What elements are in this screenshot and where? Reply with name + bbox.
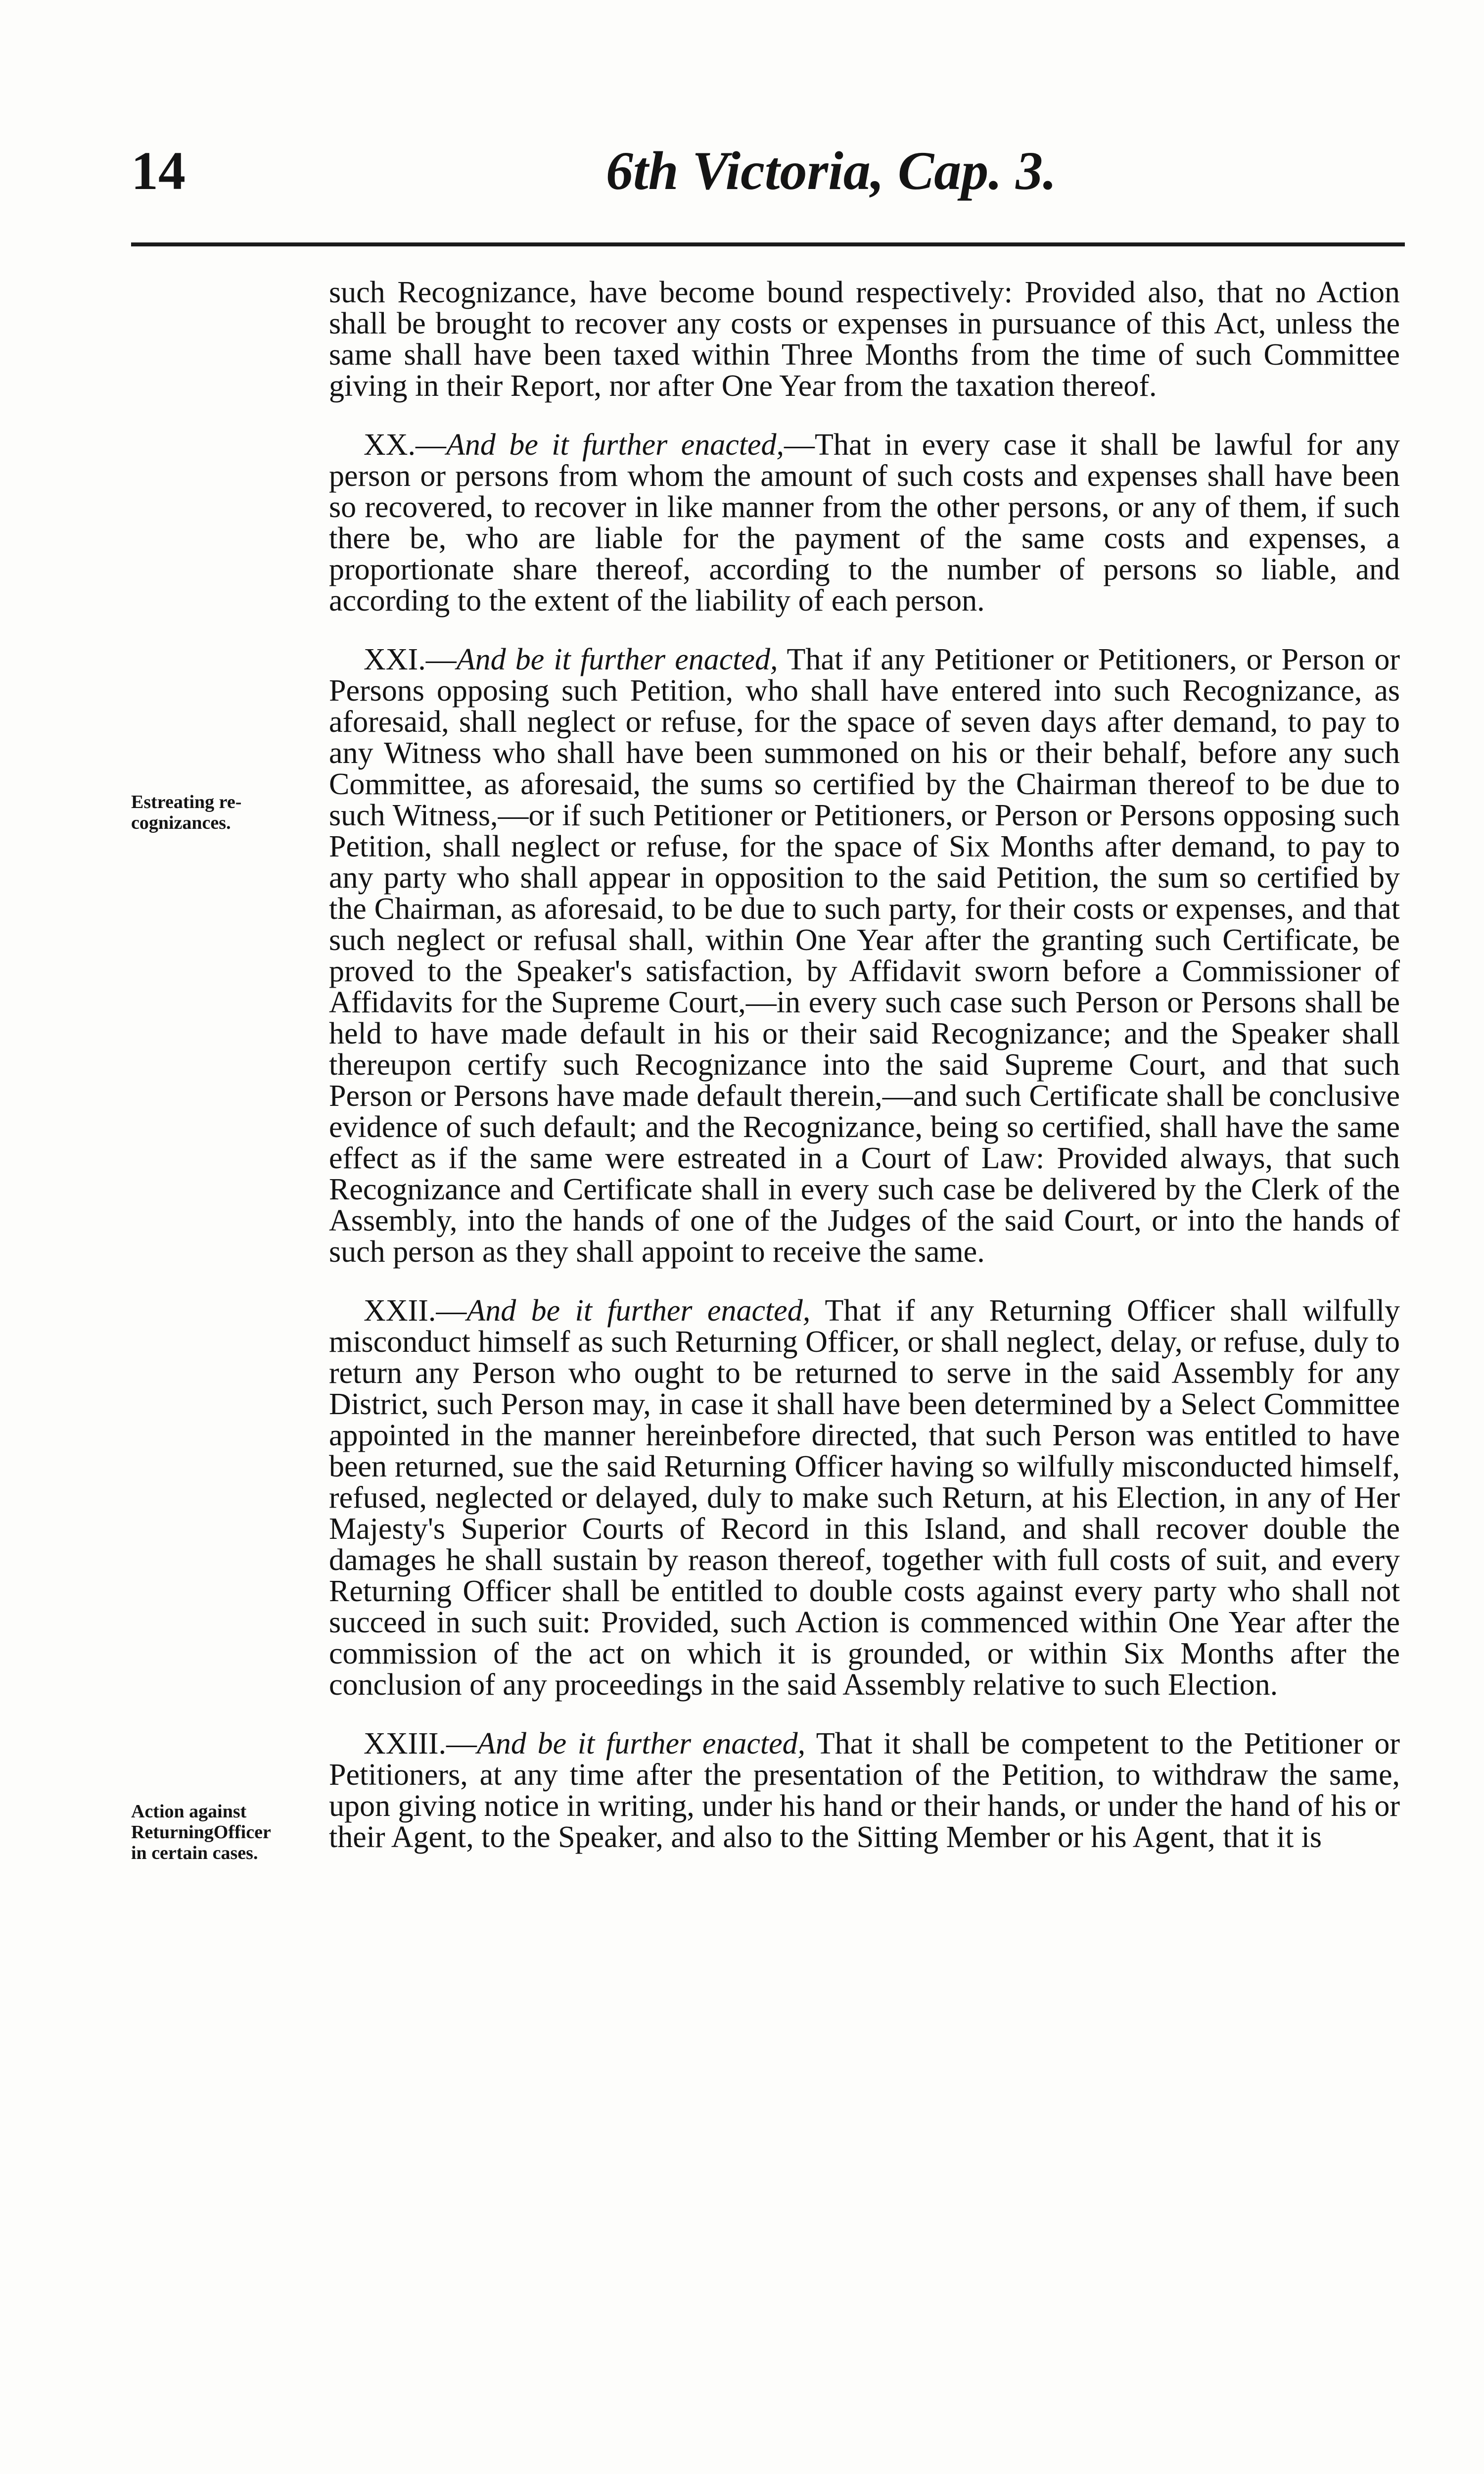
section-xxi-text: That if any Petitioner or Petitioners, or Person or Persons opposing such Petition, who shall have entered into such Recognizance, as aforesaid, shall neglect or refuse, for the space of seven days after demand, to pay to any Witness who shall have been summoned on his or their behalf, before any such Committee, as aforesaid, the sums so certified by the Chairman thereof to be due to such Witness,—or if such Petitioner or Petitioners, or Person or Persons opposing such Petition, shall neglect or refuse, for the space of Six Months after demand, to pay to any party who shall appear in opposition to the said Petition, the sum so certified by the Chairman, as aforesaid, to be due to such party, for their costs or expenses, and that such neglect or refusal shall, within One Year after the granting such Certificate, be proved to the Speaker's satisfaction, by Affidavit sworn before a Commissioner of Affidavits for the Supreme Court,—in every such case such Person or Persons shall be held to have made default in his or their said Recognizance; and the Speaker shall thereupon certify such Recognizance into the said Supreme Court, and that such Person or Persons have made default therein,—and such Certificate shall be conclusive evidence of such default; and the Recognizance, being so certified, shall have the same effect as if the same were estreated in a Court of Law: Provided always, that such Recognizance and Certificate shall in every such case be delivered by the Clerk of the Assembly, into the hands of one of the Judges of the said Court, or into the hands of such person as they shall appoint to receive the same.	[329, 643, 1400, 1269]
body-text	[329, 277, 1400, 1853]
section-xxii-number: XXII.—	[364, 1294, 467, 1328]
page-header	[0, 134, 1484, 208]
section-xxiii-number: XXIII.—	[364, 1727, 477, 1760]
section-xxi-number: XXI.—	[364, 643, 457, 676]
section-xxiii-text: That it shall be competent to the Petitioner or Petitioners, at any time after the presentation of the Petition, to withdraw the same, upon giving notice in writing, under his hand or their hands, or under the hand of his or their Agent, to the Speaker, and also to the Sitting Member or his Agent, that it is	[329, 1727, 1400, 1854]
running-title: 6th Victoria, Cap. 3.	[606, 141, 1057, 201]
section-xx-text: —That in every case it shall be lawful for any person or persons from whom the amount of such costs and expenses shall have been so recovered, to recover in like manner from the other persons, or any of them, if such there be, who are liable for the payment of the same costs and expenses, a proportionate share thereof, according to the number of persons so liable, and according to the extent of the liability of each person.	[329, 428, 1400, 618]
section-xxi	[329, 644, 1400, 1268]
page-number: 14	[131, 141, 186, 201]
side-note-action-against-returning-officer: Action against ReturningOfficer in certain cases.	[131, 1801, 271, 1863]
paragraph-continuation: such Recognizance, have become bound respectively: Provided also, that no Action shall be brought to recover any costs or expenses in pursuance of this Act, unless the same shall have been taxed within Three Months from the time of such Committee giving in their Report, nor after One Year from the taxation thereof.	[329, 276, 1400, 403]
header-rule	[131, 242, 1405, 246]
section-xx	[329, 429, 1400, 617]
side-note-estreating: Estreating re- cognizances.	[131, 792, 242, 833]
section-xxiii	[329, 1728, 1400, 1853]
section-xx-enacting-clause: And be it further enacted,	[446, 428, 784, 462]
section-xxii-enacting-clause: And be it further enacted,	[466, 1294, 811, 1328]
section-xxi-enacting-clause: And be it further enacted,	[456, 643, 778, 676]
section-xxii	[329, 1295, 1400, 1701]
section-xxii-text: That if any Returning Officer shall wilfully misconduct himself as such Returning Officer, or shall neglect, delay, or refuse, duly to return any Person who ought to be returned to serve in the said Assembly for any District, such Person may, in case it shall have been determined by a Select Committee appointed in the manner hereinbefore directed, that such Person was entitled to have been returned, sue the said Returning Officer having so wilfully misconducted himself, refused, neglected or delayed, duly to make such Return, at his Election, in any of Her Majesty's Superior Courts of Record in this Island, and shall recover double the damages he shall sustain by reason thereof, together with full costs of suit, and every Returning Officer shall be entitled to double costs against every party who shall not succeed in such suit: Provided, such Action is commenced within One Year after the commission of the act on which it is grounded, or within Six Months after the conclusion of any proceedings in the said Assembly relative to such Election.	[329, 1294, 1400, 1702]
section-xx-number: XX.—	[364, 428, 447, 462]
section-xxiii-enacting-clause: And be it further enacted,	[477, 1727, 806, 1760]
